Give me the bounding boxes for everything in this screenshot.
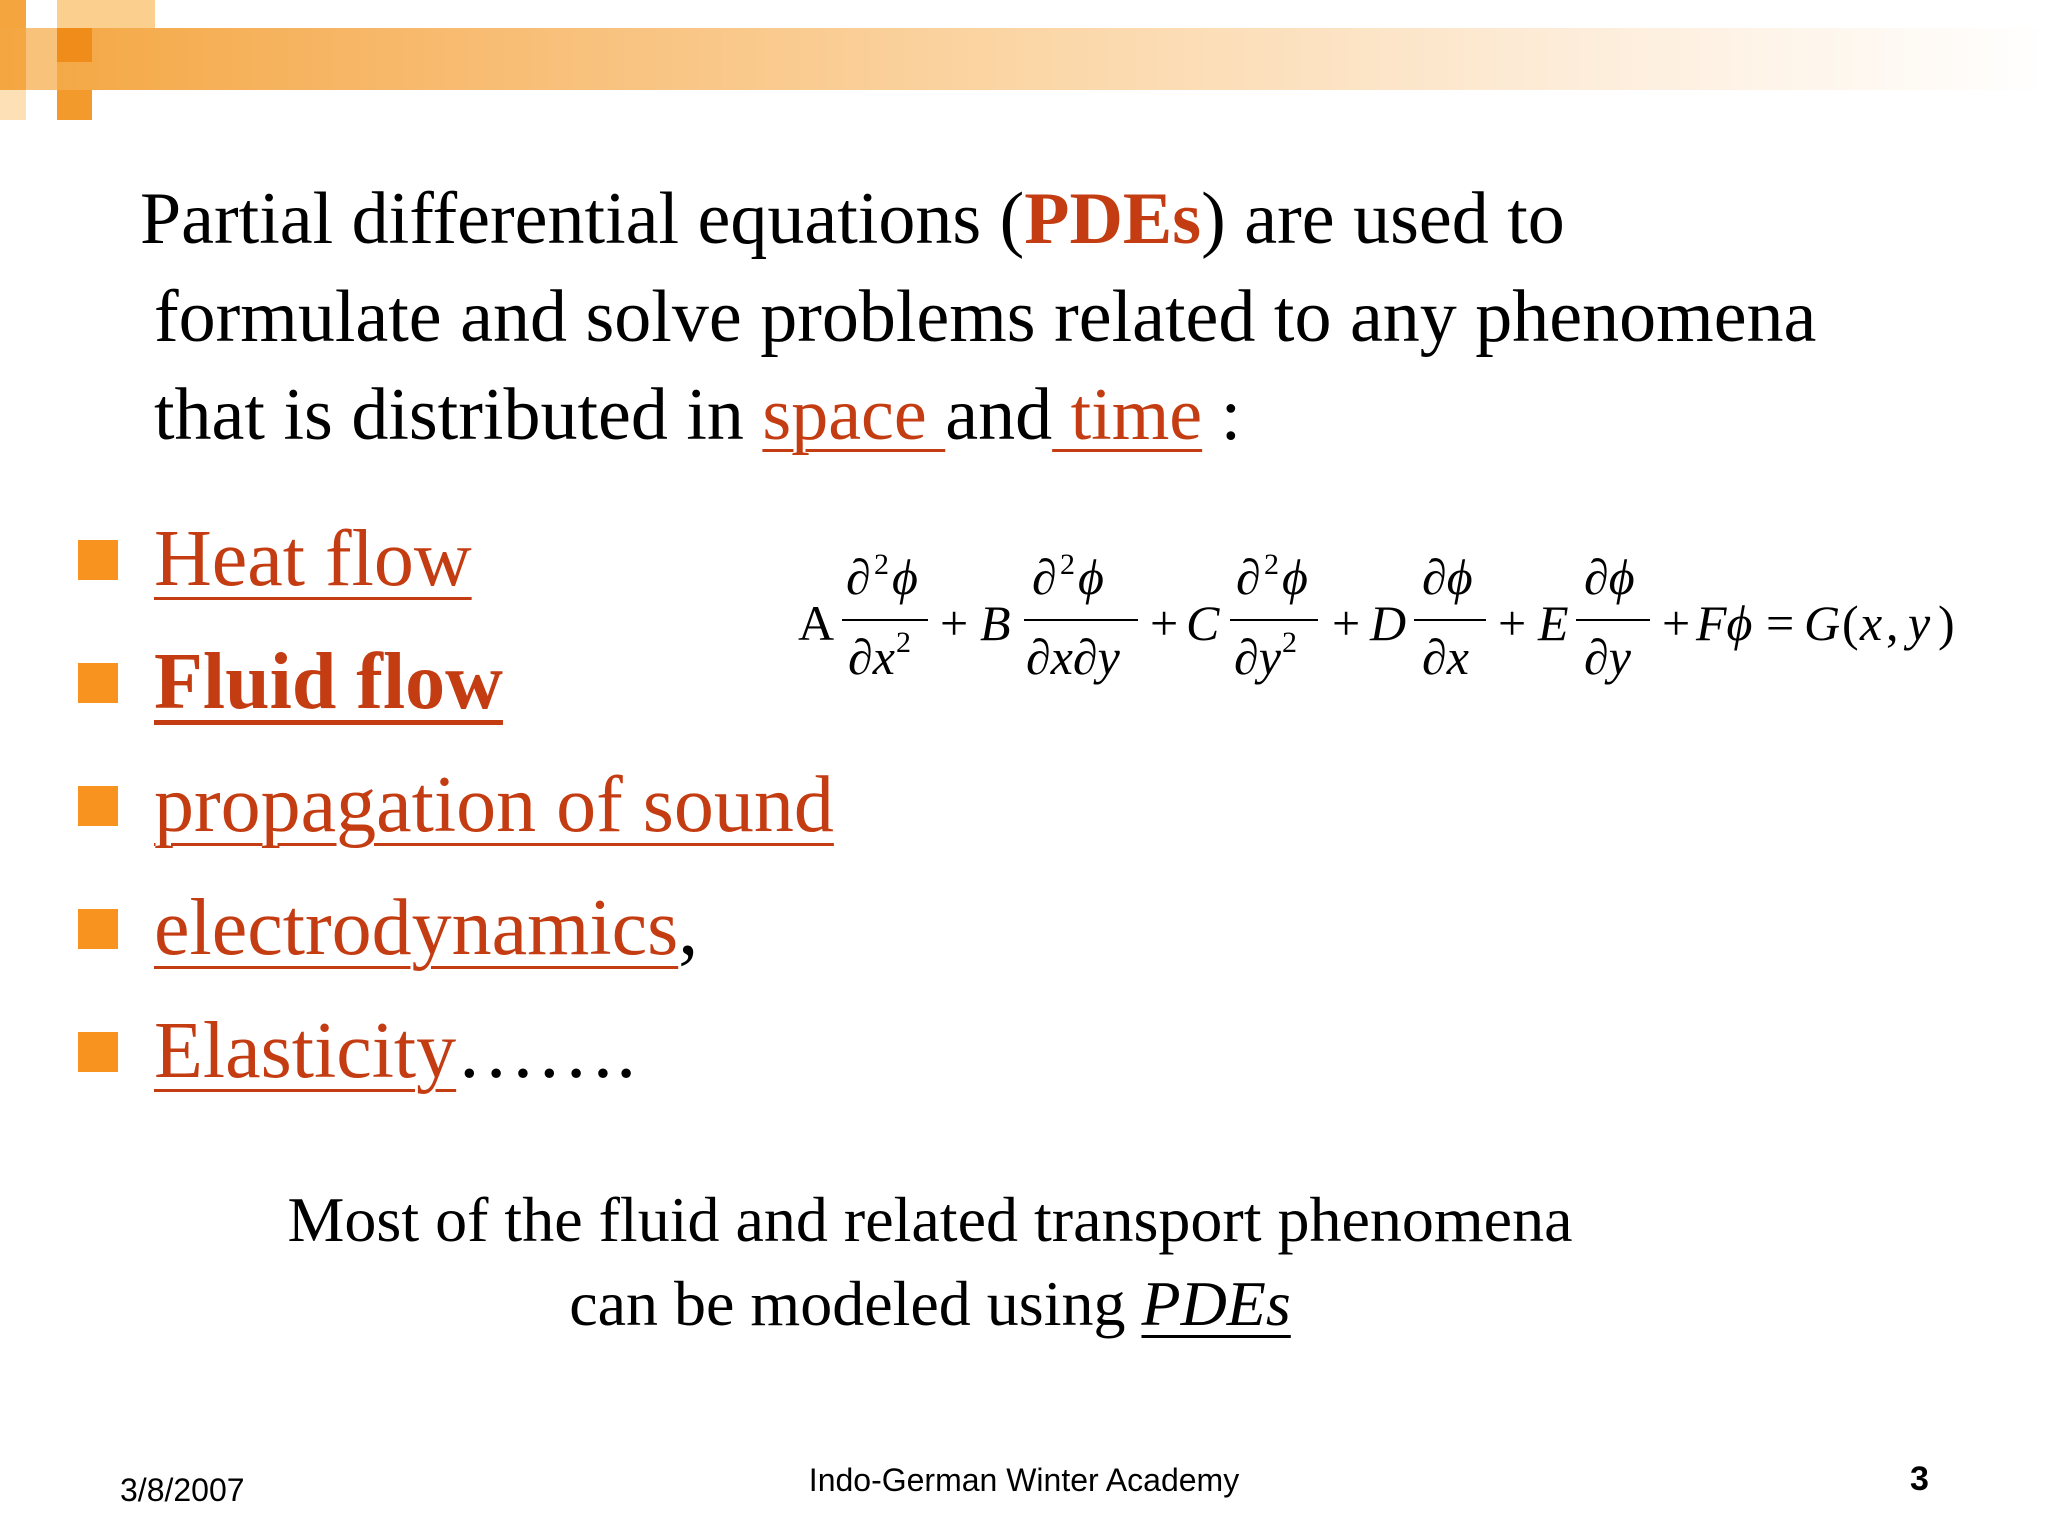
propagation-of-sound-link[interactable]: propagation of sound	[154, 761, 834, 849]
heat-flow-link[interactable]: Heat flow	[154, 515, 472, 603]
svg-text:ϕ: ϕ	[892, 549, 918, 605]
pdes-emphasis: PDEs	[1141, 1268, 1291, 1339]
svg-text:∂: ∂	[846, 549, 871, 605]
list-item-fluid-flow	[78, 621, 834, 744]
svg-text:2: 2	[896, 626, 911, 659]
intro-text: and	[945, 374, 1053, 456]
svg-text:2: 2	[874, 548, 889, 581]
header-gradient-bar	[0, 28, 2048, 90]
conclusion-line-1: Most of the fluid and related transport phenomena	[287, 1184, 1573, 1255]
header-square	[57, 90, 92, 120]
equation-graphic	[798, 548, 1978, 698]
intro-text: that is distributed in	[154, 374, 763, 456]
svg-text:+: +	[1150, 595, 1179, 651]
space-link[interactable]: space	[762, 374, 946, 456]
pdes-highlight: PDEs	[1024, 178, 1202, 260]
intro-line-3	[140, 366, 2020, 464]
header-square	[0, 90, 26, 120]
list-item-elasticity	[78, 990, 834, 1113]
svg-text:∂x∂y: ∂x∂y	[1026, 629, 1120, 685]
svg-text:B: B	[980, 595, 1011, 651]
svg-text:ϕ: ϕ	[1282, 549, 1308, 605]
header-square	[26, 28, 57, 90]
svg-text:ϕ: ϕ	[1078, 549, 1104, 605]
intro-text: ) are used to	[1201, 178, 1565, 260]
svg-text:∂: ∂	[1032, 549, 1057, 605]
svg-text:2: 2	[1060, 548, 1075, 581]
svg-text:∂: ∂	[1236, 549, 1261, 605]
svg-text:D: D	[1370, 595, 1407, 651]
svg-text:+: +	[1662, 595, 1691, 651]
bullet-square-icon	[78, 909, 118, 949]
svg-text:E: E	[1538, 595, 1569, 651]
intro-text: :	[1202, 374, 1242, 456]
conclusion-text	[200, 1178, 1660, 1346]
footer-date: 3/8/2007	[120, 1472, 245, 1508]
header-square	[57, 28, 92, 62]
list-item-electrodynamics	[78, 867, 834, 990]
conclusion-line-2	[200, 1262, 1660, 1346]
svg-text:∂ϕ: ∂ϕ	[1422, 549, 1473, 605]
svg-text:2: 2	[1264, 548, 1279, 581]
fluid-flow-link[interactable]: Fluid flow	[154, 638, 503, 726]
bullet-square-icon	[78, 1032, 118, 1072]
bullet-square-icon	[78, 540, 118, 580]
svg-text:2: 2	[1282, 626, 1297, 659]
electrodynamics-link[interactable]: electrodynamics	[154, 884, 679, 972]
conclusion-text-segment: can be modeled using	[569, 1268, 1142, 1339]
svg-text:∂ϕ: ∂ϕ	[1584, 549, 1635, 605]
header-square	[57, 0, 155, 28]
svg-text:C: C	[1186, 595, 1220, 651]
slide-number: 3	[1910, 1460, 1929, 1498]
bullet-square-icon	[78, 786, 118, 826]
svg-text:∂y: ∂y	[1584, 629, 1631, 685]
svg-text:∂x: ∂x	[848, 629, 895, 685]
bullet-suffix: …….	[456, 1007, 637, 1095]
time-link[interactable]: time	[1052, 374, 1203, 456]
svg-text:∂x: ∂x	[1422, 629, 1469, 685]
svg-text:+: +	[940, 595, 969, 651]
svg-text:+: +	[1332, 595, 1361, 651]
svg-text:,: ,	[1886, 595, 1899, 651]
svg-text:A: A	[798, 595, 835, 651]
phenomena-list	[78, 498, 834, 1113]
svg-text:(: (	[1842, 595, 1859, 651]
svg-text:+: +	[1498, 595, 1527, 651]
bullet-suffix: ,	[678, 884, 699, 972]
svg-text:y: y	[1908, 595, 1931, 651]
svg-text:G: G	[1804, 595, 1841, 651]
pde-general-equation	[798, 548, 1978, 698]
list-item-propagation-of-sound	[78, 744, 834, 867]
svg-text:=: =	[1766, 595, 1795, 651]
svg-text:∂y: ∂y	[1234, 629, 1281, 685]
intro-text: Partial differential equations (	[140, 178, 1025, 260]
header-square	[0, 0, 26, 28]
svg-text:x: x	[1860, 595, 1883, 651]
list-item-heat-flow	[78, 498, 834, 621]
svg-text:): )	[1938, 595, 1955, 651]
intro-paragraph	[140, 170, 2020, 464]
elasticity-link[interactable]: Elasticity	[154, 1007, 457, 1095]
bullet-square-icon	[78, 663, 118, 703]
intro-line-1	[140, 170, 2020, 268]
footer-academy: Indo-German Winter Academy	[808, 1462, 1240, 1498]
intro-line-2: formulate and solve problems related to any phenomena	[154, 276, 1817, 358]
svg-text:Fϕ: Fϕ	[1696, 595, 1753, 651]
